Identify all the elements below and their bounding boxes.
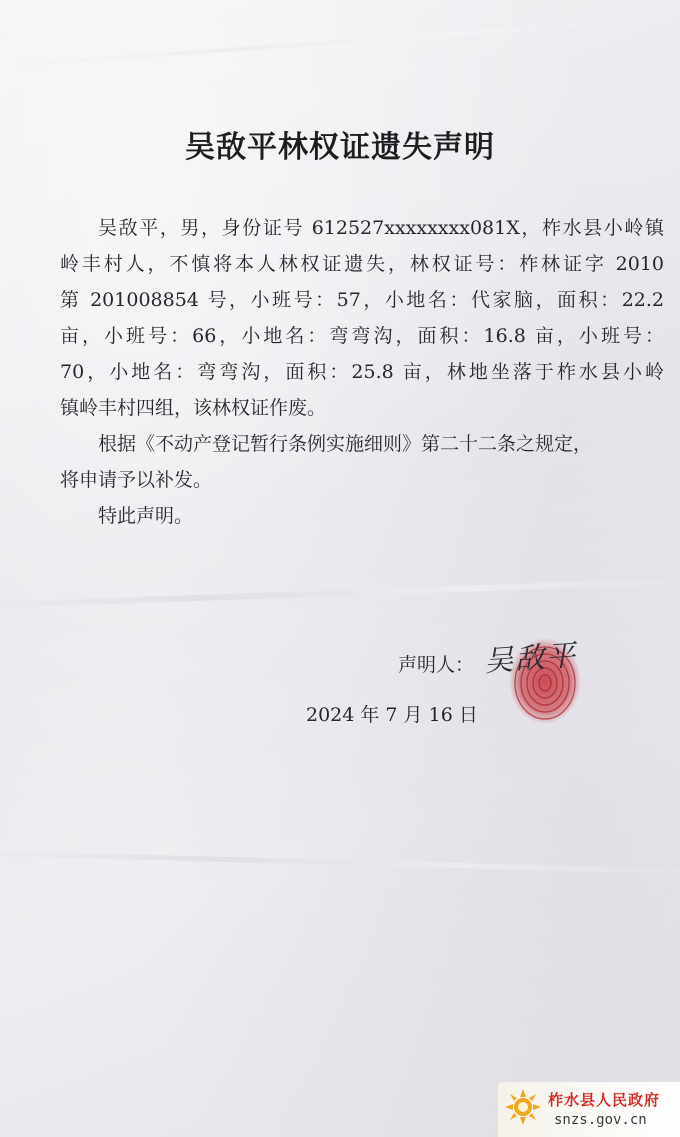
- paper-fold-line: [1, 16, 680, 67]
- watermark-org-name: 柞水县人民政府: [548, 1091, 661, 1109]
- document-title: 吴敌平林权证遗失声明: [185, 130, 495, 165]
- paragraph-line: 第 201008854 号，小班号：57，小地名：代家脑，面积：22.2: [60, 289, 664, 311]
- sun-logo-icon: [504, 1088, 542, 1126]
- paragraph-line: 镇岭丰村四组，该林权证作废。: [60, 397, 327, 419]
- paragraph-line: 亩，小班号：66，小地名：弯弯沟，面积：16.8 亩，小班号：: [60, 325, 664, 347]
- declaration-date: 2024 年 7 月 16 日: [306, 704, 478, 726]
- paragraph-line: 岭丰村人，不慎将本人林权证遗失，林权证号：柞林证字 2010: [60, 253, 664, 275]
- website-watermark: [498, 1082, 680, 1137]
- paper-fold-line: [0, 577, 680, 610]
- closing-statement: 特此声明。: [98, 505, 194, 527]
- paper-fold-line: [0, 850, 680, 875]
- paragraph-line: 根据《不动产登记暂行条例实施细则》第二十二条之规定，: [98, 433, 593, 455]
- paragraph-line: 吴敌平，男，身份证号 612527xxxxxxxx081X，柞水县小岭镇: [98, 217, 664, 239]
- document-body: [60, 210, 664, 534]
- handwritten-signature: 吴敌平: [483, 637, 579, 679]
- watermark-domain: snzs.gov.cn: [554, 1112, 647, 1128]
- declarant-label: 声明人：: [398, 654, 475, 676]
- paragraph-line: 70，小地名：弯弯沟，面积：25.8 亩，林地坐落于柞水县小岭: [60, 361, 664, 383]
- paragraph-line: 将申请予以补发。: [60, 469, 213, 491]
